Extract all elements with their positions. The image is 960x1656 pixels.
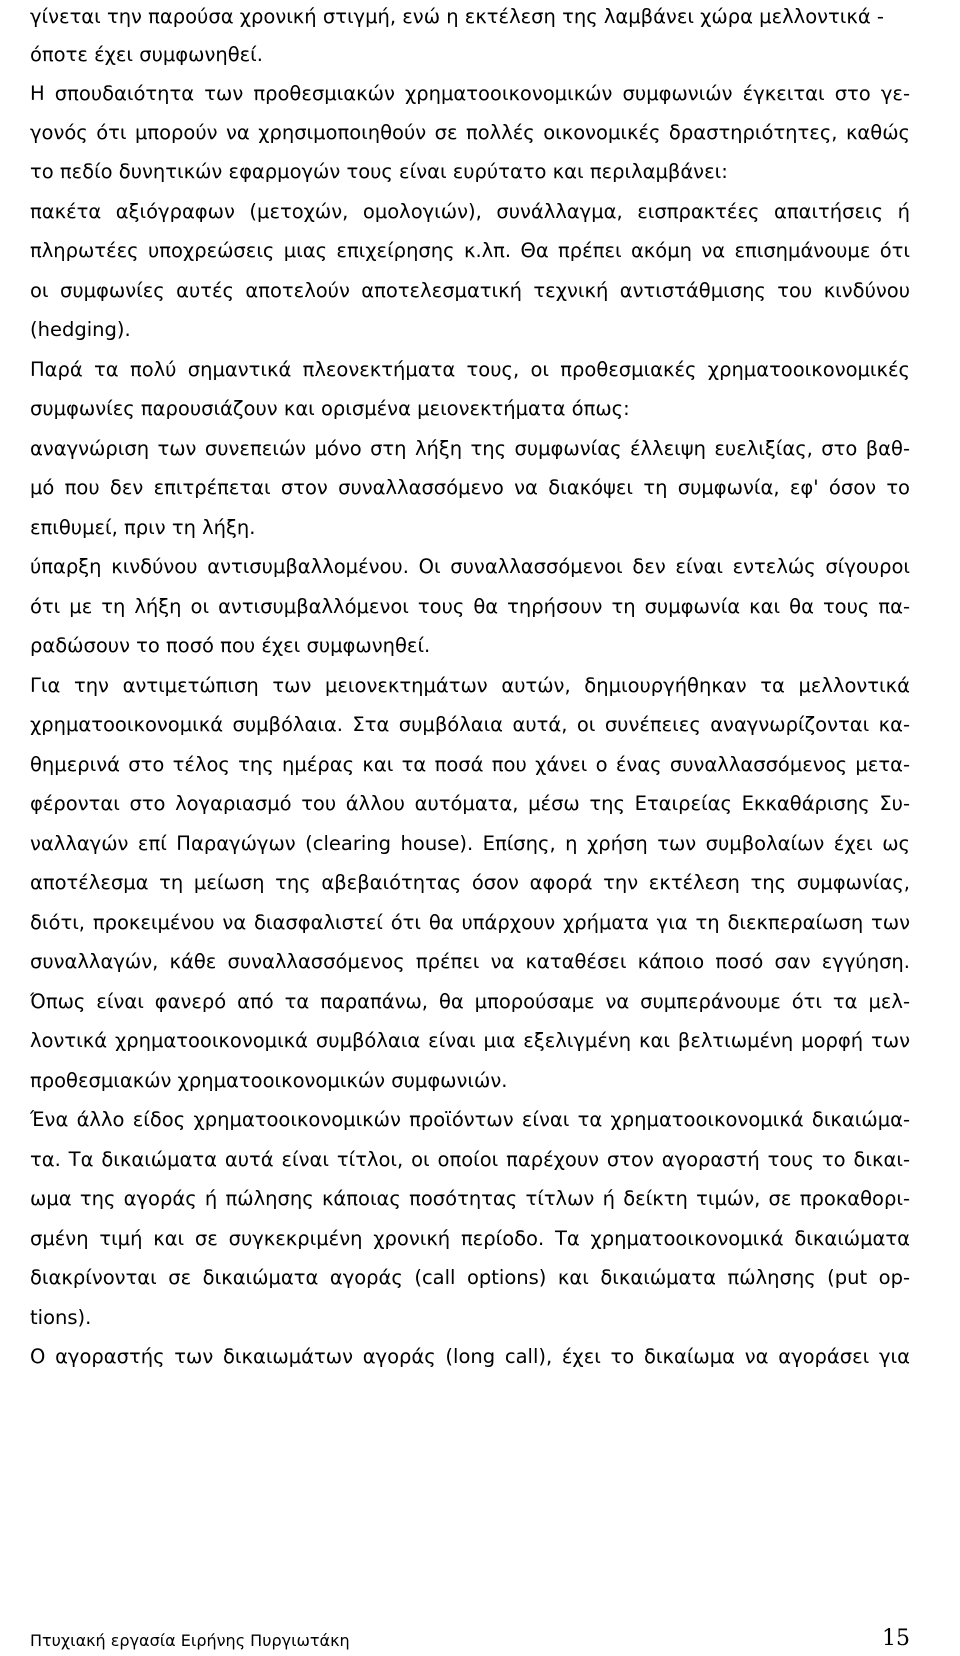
page-number: 15	[882, 1626, 910, 1651]
text-line: γίνεται την παρούσα χρονική στιγμή, ενώ η εκτέλεση της λαμβάνει χώρα μελλοντικά -	[30, 5, 884, 28]
text-line: θημερινά στο τέλος της ημέρας και τα ποσά που χάνει ο ένας συναλλασσόμενος μετα-	[30, 753, 910, 776]
text-line: Για την αντιμετώπιση των μειονεκτημάτων αυτών, δημιουργήθηκαν τα μελλοντικά	[30, 674, 910, 697]
text-line: σμένη τιμή και σε συγκεκριμένη χρονική περίοδο. Τα χρηματοοικονομικά δικαιώματα	[30, 1227, 910, 1250]
text-line: προθεσμιακών χρηματοοικονομικών συμφωνιών.	[30, 1069, 508, 1092]
text-line: (hedging).	[30, 318, 131, 341]
text-line: ναλλαγών επί Παραγώγων (clearing house). Επίσης, η χρήση των συμβολαίων έχει ως	[30, 832, 910, 855]
text-line: tions).	[30, 1306, 92, 1329]
text-line: το πεδίο δυνητικών εφαρμογών τους είναι ευρύτατο και περιλαμβάνει:	[30, 160, 728, 183]
text-line: ραδώσουν το ποσό που έχει συμφωνηθεί.	[30, 634, 431, 657]
text-line: Όπως είναι φανερό από τα παραπάνω, θα μπορούσαμε να συμπεράνουμε ότι τα μελ-	[30, 990, 910, 1013]
text-line: πακέτα αξιόγραφων (μετοχών, ομολογιών), συνάλλαγμα, εισπρακτέες απαιτήσεις ή	[30, 200, 910, 223]
text-line: Ένα άλλο είδος χρηματοοικονομικών προϊόντων είναι τα χρηματοοικονομικά δικαιώμα-	[30, 1108, 910, 1131]
text-line: πληρωτέες υποχρεώσεις μιας επιχείρησης κ.λπ. Θα πρέπει ακόμη να επισημάνουμε ότι	[30, 239, 910, 262]
text-line: Η σπουδαιότητα των προθεσμιακών χρηματοοικονομικών συμφωνιών έγκειται στο γε-	[30, 82, 910, 105]
footer-author: Πτυχιακή εργασία Ειρήνης Πυργιωτάκη	[30, 1631, 350, 1650]
text-line: συναλλαγών, κάθε συναλλασσόμενος πρέπει να καταθέσει κάποιο ποσό σαν εγγύηση.	[30, 950, 910, 973]
text-line: χρηματοοικονομικά συμβόλαια. Στα συμβόλαια αυτά, οι συνέπειες αναγνωρίζονται κα-	[30, 713, 910, 736]
text-line: φέρονται στο λογαριασμό του άλλου αυτόματα, μέσω της Εταιρείας Εκκαθάρισης Συ-	[30, 792, 910, 815]
text-line: διότι, προκειμένου να διασφαλιστεί ότι θα υπάρχουν χρήματα για τη διεκπεραίωση των	[30, 911, 910, 934]
text-line: οι συμφωνίες αυτές αποτελούν αποτελεσματική τεχνική αντιστάθμισης του κινδύνου	[30, 279, 910, 302]
text-line: λοντικά χρηματοοικονομικά συμβόλαια είναι μια εξελιγμένη και βελτιωμένη μορφή των	[30, 1029, 910, 1052]
text-line: επιθυμεί, πριν τη λήξη.	[30, 516, 256, 539]
text-line: μό που δεν επιτρέπεται στον συναλλασσόμενο να διακόψει τη συμφωνία, εφ' όσον το	[30, 476, 910, 499]
text-line: διακρίνονται σε δικαιώματα αγοράς (call options) και δικαιώματα πώλησης (put op-	[30, 1266, 910, 1289]
text-line: συμφωνίες παρουσιάζουν και ορισμένα μειονεκτήματα όπως:	[30, 397, 630, 420]
text-line: όποτε έχει συμφωνηθεί.	[30, 43, 263, 66]
text-line: γονός ότι μπορούν να χρησιμοποιηθούν σε πολλές οικονομικές δραστηριότητες, καθώς	[30, 121, 910, 144]
text-line: Παρά τα πολύ σημαντικά πλεονεκτήματα τους, οι προθεσμιακές χρηματοοικονομικές	[30, 358, 910, 381]
text-line: ότι με τη λήξη οι αντισυμβαλλόμενοι τους θα τηρήσουν τη συμφωνία και θα τους πα-	[30, 595, 910, 618]
text-line: Ο αγοραστής των δικαιωμάτων αγοράς (long call), έχει το δικαίωμα να αγοράσει για	[30, 1345, 910, 1368]
text-line: αποτέλεσμα τη μείωση της αβεβαιότητας όσον αφορά την εκτέλεση της συμφωνίας,	[30, 871, 910, 894]
text-line: τα. Τα δικαιώματα αυτά είναι τίτλοι, οι οποίοι παρέχουν στον αγοραστή τους το δικαι-	[30, 1148, 910, 1171]
text-line: αναγνώριση των συνεπειών μόνο στη λήξη της συμφωνίας έλλειψη ευελιξίας, στο βαθ-	[30, 437, 910, 460]
text-line: ωμα της αγοράς ή πώλησης κάποιας ποσότητας τίτλων ή δείκτη τιμών, σε προκαθορι-	[30, 1187, 910, 1210]
text-line: ύπαρξη κινδύνου αντισυμβαλλομένου. Οι συναλλασσόμενοι δεν είναι εντελώς σίγουροι	[30, 555, 910, 578]
